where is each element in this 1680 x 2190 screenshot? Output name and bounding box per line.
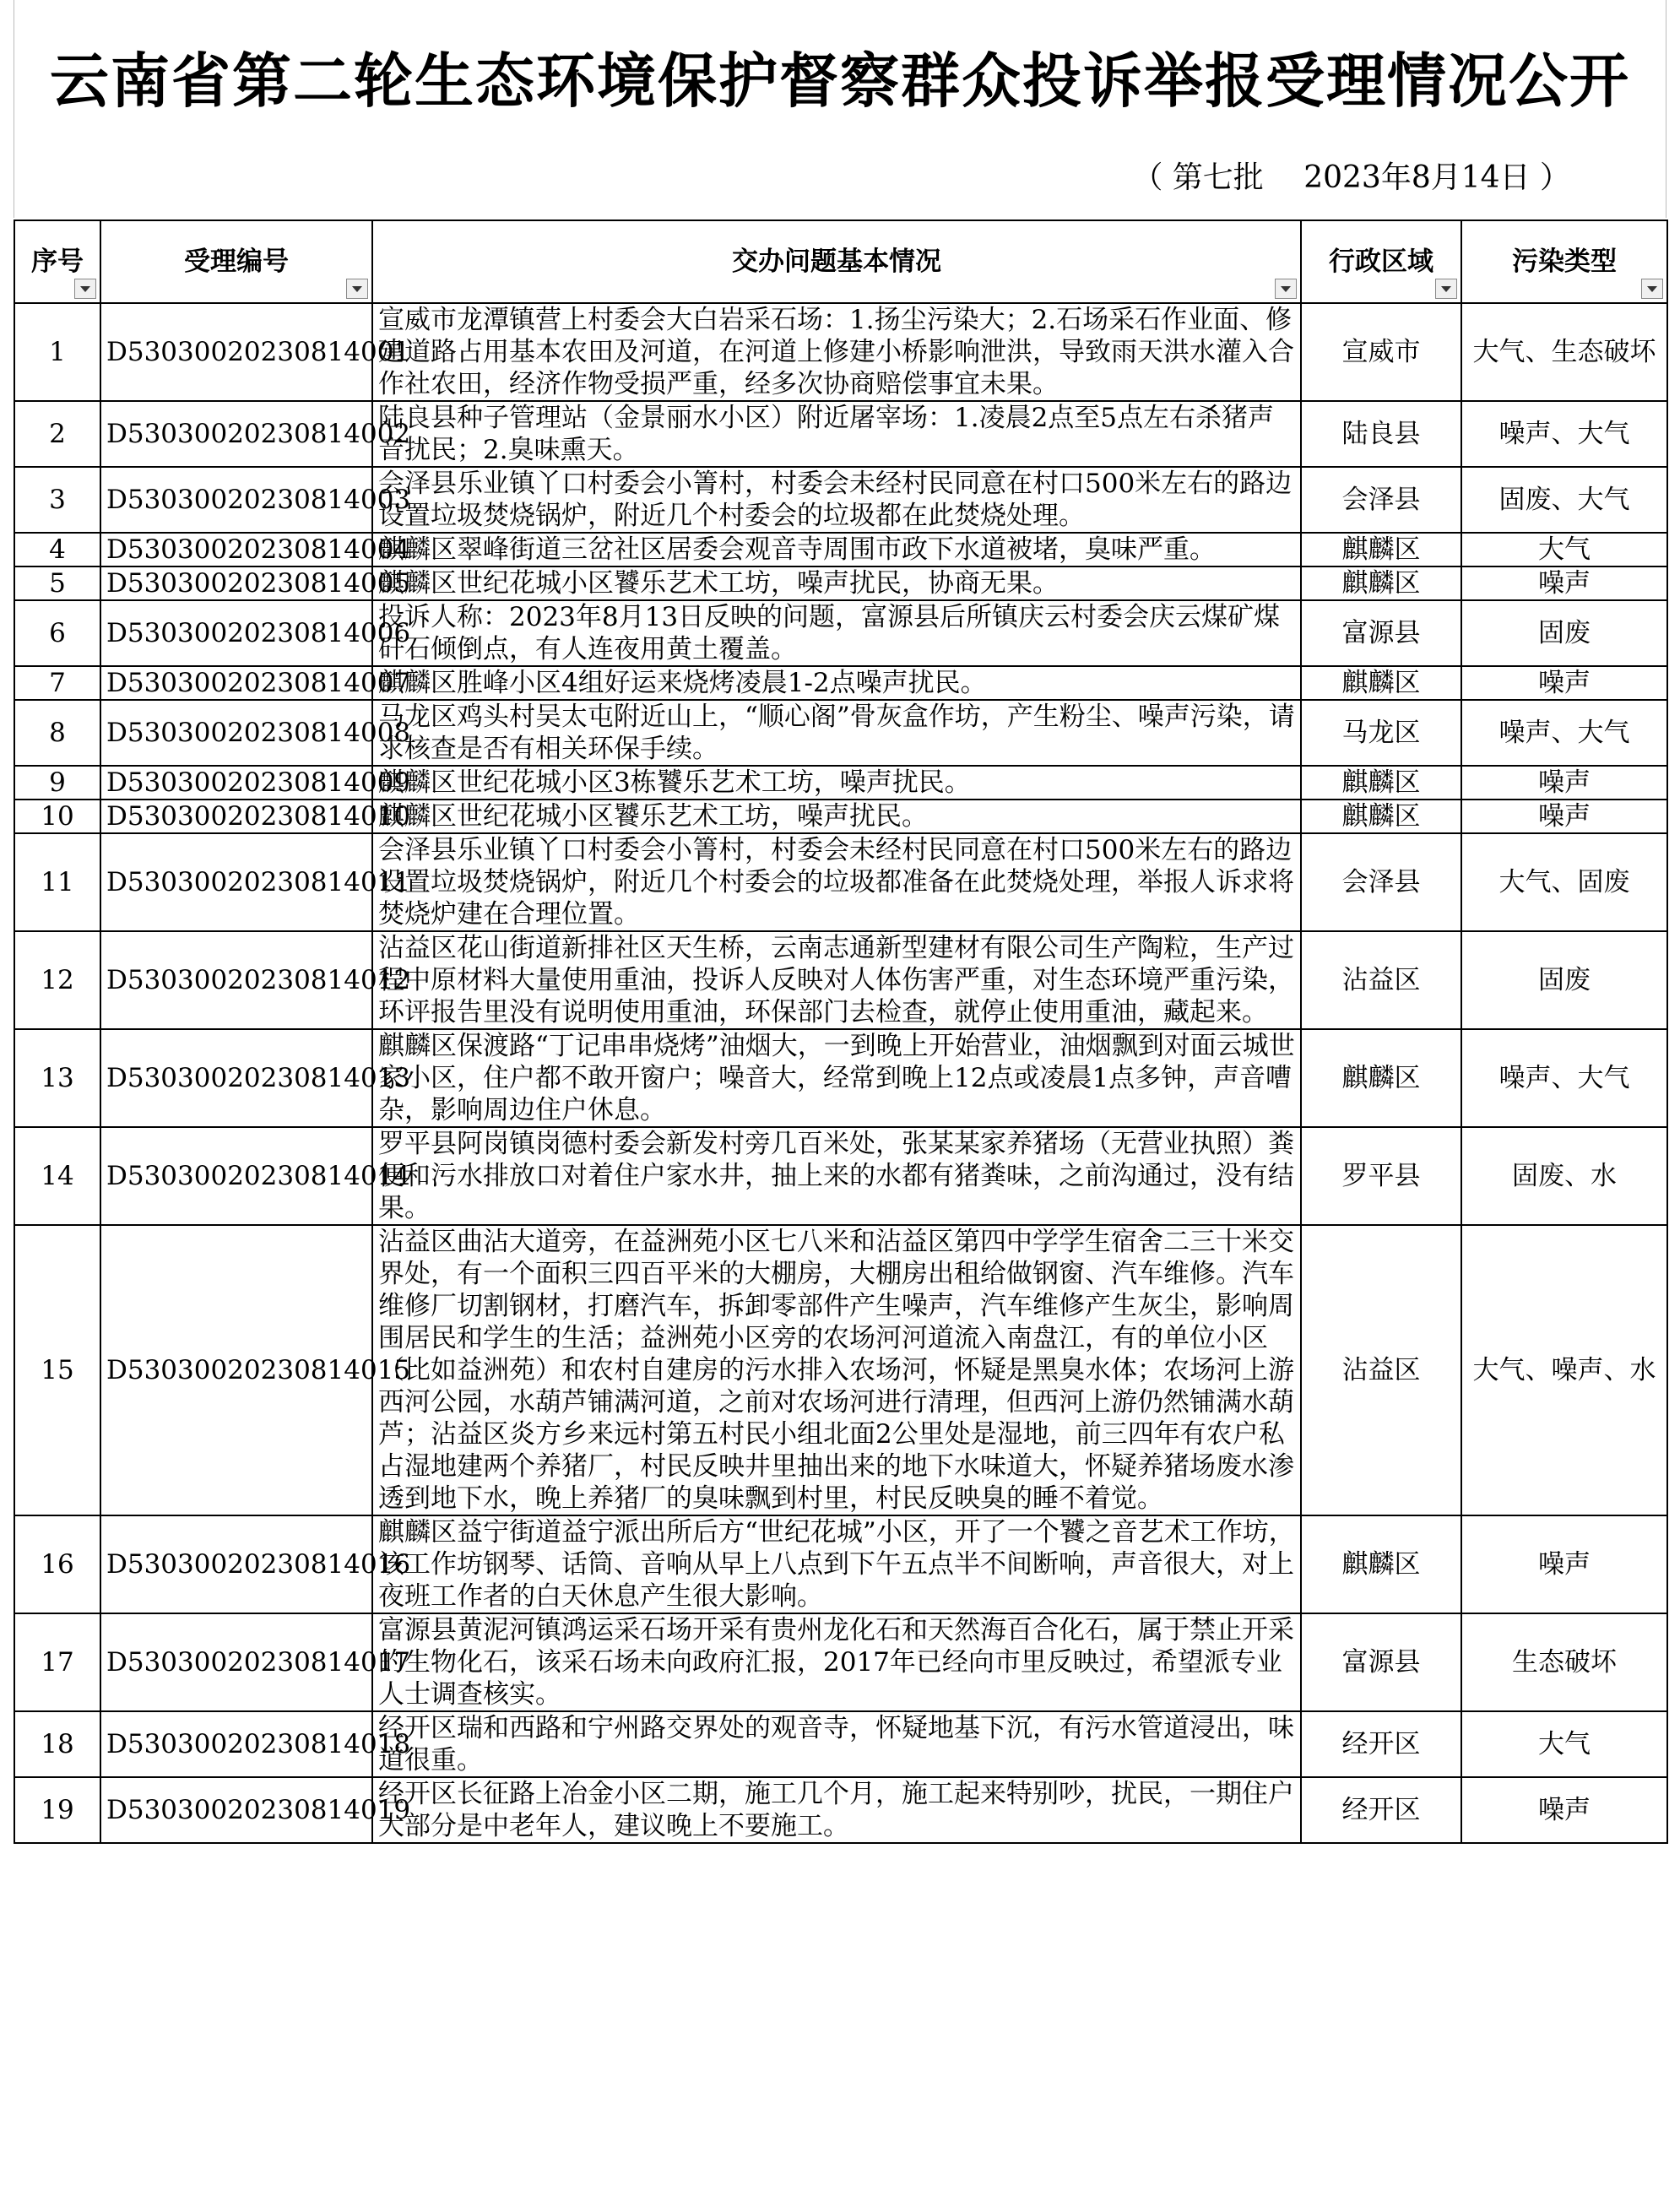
row-description: 沾益区花山街道新排社区天生桥，云南志通新型建材有限公司生产陶粒，生产过程中原材料大量使用重油，投诉人反映对人体伤害严重，对生态环境严重污染，环评报告里没有说明使用重油，环保部门去检查，就停止使用重油，藏起来。 (372, 931, 1301, 1029)
row-description: 罗平县阿岗镇岗德村委会新发村旁几百米处，张某某家养猪场（无营业执照）粪便和污水排放口对着住户家水井，抽上来的水都有猪粪味，之前沟通过，没有结果。 (372, 1127, 1301, 1225)
page-title: 云南省第二轮生态环境保护督察群众投诉举报受理情况公开 (50, 46, 1630, 116)
row-code: D53030020230814019 (100, 1777, 372, 1843)
table-row (14, 833, 1667, 931)
filter-dropdown-icon[interactable] (1435, 279, 1457, 299)
row-seq: 15 (14, 1225, 100, 1515)
row-code: D53030020230814005 (100, 566, 372, 600)
row-seq: 8 (14, 700, 100, 766)
table-row (14, 1225, 1667, 1515)
row-code: D53030020230814002 (100, 401, 372, 467)
row-description: 陆良县种子管理站（金景丽水小区）附近屠宰场：1.凌晨2点至5点左右杀猪声音扰民；2.臭味熏天。 (372, 401, 1301, 467)
row-description: 麒麟区世纪花城小区3栋饕乐艺术工坊，噪声扰民。 (372, 766, 1301, 800)
table-row (14, 1127, 1667, 1225)
table-row (14, 931, 1667, 1029)
table-row (14, 1711, 1667, 1777)
table-row (14, 1515, 1667, 1613)
header-code (100, 220, 372, 303)
row-description: 会泽县乐业镇丫口村委会小箐村，村委会未经村民同意在村口500米左右的路边设置垃圾焚烧锅炉，附近几个村委会的垃圾都准备在此焚烧处理，举报人诉求将焚烧炉建在合理位置。 (372, 833, 1301, 931)
table-row (14, 700, 1667, 766)
row-region: 麒麟区 (1301, 1515, 1461, 1613)
row-region: 麒麟区 (1301, 566, 1461, 600)
table-row (14, 566, 1667, 600)
row-description: 麒麟区保渡路“丁记串串烧烤”油烟大，一到晚上开始营业，油烟飘到对面云城世家小区，住户都不敢开窗户；噪音大，经常到晚上12点或凌晨1点多钟，声音嘈杂，影响周边住户休息。 (372, 1029, 1301, 1127)
row-description: 富源县黄泥河镇鸿运采石场开采有贵州龙化石和天然海百合化石，属于禁止开采的生物化石，该采石场未向政府汇报，2017年已经向市里反映过，希望派专业人士调查核实。 (372, 1613, 1301, 1711)
row-description: 经开区长征路上冶金小区二期，施工几个月，施工起来特别吵，扰民，一期住户大部分是中老年人，建议晚上不要施工。 (372, 1777, 1301, 1843)
row-code: D53030020230814001 (100, 303, 372, 401)
row-code: D53030020230814008 (100, 700, 372, 766)
row-code: D53030020230814013 (100, 1029, 372, 1127)
row-region: 沾益区 (1301, 931, 1461, 1029)
row-description: 马龙区鸡头村吴太屯附近山上，“顺心阁”骨灰盒作坊，产生粉尘、噪声污染，请求核查是否有相关环保手续。 (372, 700, 1301, 766)
table-row (14, 1029, 1667, 1127)
row-code: D53030020230814010 (100, 800, 372, 833)
row-description: 会泽县乐业镇丫口村委会小箐村，村委会未经村民同意在村口500米左右的路边设置垃圾焚烧锅炉，附近几个村委会的垃圾都在此焚烧处理。 (372, 467, 1301, 533)
row-seq: 4 (14, 533, 100, 566)
table-row (14, 467, 1667, 533)
table-row (14, 600, 1667, 666)
table-row (14, 766, 1667, 800)
row-seq: 16 (14, 1515, 100, 1613)
row-pollution-type: 噪声、大气 (1461, 401, 1667, 467)
row-pollution-type: 大气、固废 (1461, 833, 1667, 931)
table-header-row (14, 220, 1667, 303)
row-code: D53030020230814004 (100, 533, 372, 566)
row-pollution-type: 噪声 (1461, 566, 1667, 600)
row-region: 沾益区 (1301, 1225, 1461, 1515)
row-seq: 11 (14, 833, 100, 931)
row-region: 经开区 (1301, 1777, 1461, 1843)
header-seq (14, 220, 100, 303)
row-description: 麒麟区翠峰街道三岔社区居委会观音寺周围市政下水道被堵，臭味严重。 (372, 533, 1301, 566)
row-pollution-type: 大气 (1461, 1711, 1667, 1777)
header-region (1301, 220, 1461, 303)
row-region: 罗平县 (1301, 1127, 1461, 1225)
row-region: 会泽县 (1301, 467, 1461, 533)
row-region: 会泽县 (1301, 833, 1461, 931)
row-seq: 12 (14, 931, 100, 1029)
row-code: D53030020230814006 (100, 600, 372, 666)
filter-dropdown-icon[interactable] (74, 279, 96, 299)
filter-dropdown-icon[interactable] (1641, 279, 1663, 299)
batch-date-subtitle: （ 第七批 2023年8月14日 ） (1132, 160, 1570, 195)
row-region: 麒麟区 (1301, 766, 1461, 800)
row-pollution-type: 固废、大气 (1461, 467, 1667, 533)
row-pollution-type: 噪声 (1461, 666, 1667, 700)
table-row (14, 303, 1667, 401)
row-seq: 18 (14, 1711, 100, 1777)
row-region: 马龙区 (1301, 700, 1461, 766)
row-seq: 14 (14, 1127, 100, 1225)
table-row (14, 1777, 1667, 1843)
row-region: 麒麟区 (1301, 666, 1461, 700)
row-seq: 17 (14, 1613, 100, 1711)
row-seq: 2 (14, 401, 100, 467)
row-pollution-type: 大气、噪声、水 (1461, 1225, 1667, 1515)
row-seq: 9 (14, 766, 100, 800)
table-row (14, 401, 1667, 467)
row-description: 投诉人称：2023年8月13日反映的问题，富源县后所镇庆云村委会庆云煤矿煤矸石倾倒点，有人连夜用黄土覆盖。 (372, 600, 1301, 666)
row-code: D53030020230814015 (100, 1225, 372, 1515)
row-region: 麒麟区 (1301, 533, 1461, 566)
row-region: 麒麟区 (1301, 1029, 1461, 1127)
row-region: 富源县 (1301, 600, 1461, 666)
row-region: 陆良县 (1301, 401, 1461, 467)
row-pollution-type: 噪声 (1461, 800, 1667, 833)
header-desc-label: 交办问题基本情况 (732, 247, 941, 277)
row-description: 经开区瑞和西路和宁州路交界处的观音寺，怀疑地基下沉，有污水管道浸出，味道很重。 (372, 1711, 1301, 1777)
row-pollution-type: 固废、水 (1461, 1127, 1667, 1225)
header-code-label: 受理编号 (184, 247, 289, 277)
table-row (14, 1613, 1667, 1711)
filter-dropdown-icon[interactable] (346, 279, 368, 299)
row-seq: 7 (14, 666, 100, 700)
table-row (14, 533, 1667, 566)
row-description: 麒麟区世纪花城小区饕乐艺术工坊，噪声扰民。 (372, 800, 1301, 833)
row-description: 沾益区曲沾大道旁，在益洲苑小区七八米和沾益区第四中学学生宿舍二三十米交界处，有一个面积三四百平米的大棚房，大棚房出租给做钢窗、汽车维修。汽车维修厂切割钢材，打磨汽车，拆卸零部件产生噪声，汽车维修产生灰尘，影响周围居民和学生的生活；益洲苑小区旁的农场河河道流入南盘江，有的单位小区（比如益洲苑）和农村自建房的污水排入农场河，怀疑是黑臭水体；农场河上游西河公园，水葫芦铺满河道，之前对农场河进行清理，但西河上游仍然铺满水葫芦；沾益区炎方乡来远村第五村民小组北面2公里处是湿地，前三四年有农户私占湿地建两个养猪厂，村民反映井里抽出来的地下水味道大，怀疑养猪场废水渗透到地下水，晚上养猪厂的臭味飘到村里，村民反映臭的睡不着觉。 (372, 1225, 1301, 1515)
row-code: D53030020230814018 (100, 1711, 372, 1777)
header-region-label: 行政区域 (1329, 247, 1433, 277)
row-pollution-type: 噪声 (1461, 1515, 1667, 1613)
row-pollution-type: 大气 (1461, 533, 1667, 566)
row-seq: 3 (14, 467, 100, 533)
row-seq: 6 (14, 600, 100, 666)
row-region: 富源县 (1301, 1613, 1461, 1711)
table-row (14, 800, 1667, 833)
row-code: D53030020230814009 (100, 766, 372, 800)
row-pollution-type: 固废 (1461, 931, 1667, 1029)
row-code: D53030020230814007 (100, 666, 372, 700)
row-pollution-type: 噪声 (1461, 1777, 1667, 1843)
complaints-table (14, 220, 1668, 1844)
row-code: D53030020230814016 (100, 1515, 372, 1613)
table-body (14, 303, 1667, 1843)
row-description: 麒麟区胜峰小区4组好运来烧烤凌晨1-2点噪声扰民。 (372, 666, 1301, 700)
header-type (1461, 220, 1667, 303)
row-region: 经开区 (1301, 1711, 1461, 1777)
filter-dropdown-icon[interactable] (1275, 279, 1297, 299)
row-seq: 10 (14, 800, 100, 833)
row-region: 麒麟区 (1301, 800, 1461, 833)
row-seq: 5 (14, 566, 100, 600)
row-seq: 1 (14, 303, 100, 401)
row-code: D53030020230814012 (100, 931, 372, 1029)
table-row (14, 666, 1667, 700)
row-region: 宣威市 (1301, 303, 1461, 401)
row-seq: 13 (14, 1029, 100, 1127)
row-pollution-type: 生态破坏 (1461, 1613, 1667, 1711)
row-code: D53030020230814003 (100, 467, 372, 533)
row-seq: 19 (14, 1777, 100, 1843)
row-code: D53030020230814014 (100, 1127, 372, 1225)
row-pollution-type: 噪声 (1461, 766, 1667, 800)
row-code: D53030020230814017 (100, 1613, 372, 1711)
row-pollution-type: 噪声、大气 (1461, 700, 1667, 766)
header-type-label: 污染类型 (1512, 247, 1617, 277)
row-pollution-type: 大气、生态破坏 (1461, 303, 1667, 401)
row-pollution-type: 噪声、大气 (1461, 1029, 1667, 1127)
header-seq-label: 序号 (31, 247, 84, 277)
row-code: D53030020230814011 (100, 833, 372, 931)
row-description: 宣威市龙潭镇营上村委会大白岩采石场：1.扬尘污染大；2.石场采石作业面、修建道路占用基本农田及河道，在河道上修建小桥影响泄洪，导致雨天洪水灌入合作社农田，经济作物受损严重，经多次协商赔偿事宜未果。 (372, 303, 1301, 401)
row-description: 麒麟区益宁街道益宁派出所后方“世纪花城”小区，开了一个饕之音艺术工作坊，该工作坊钢琴、话筒、音响从早上八点到下午五点半不间断响，声音很大，对上夜班工作者的白天休息产生很大影响。 (372, 1515, 1301, 1613)
header-desc (372, 220, 1301, 303)
row-description: 麒麟区世纪花城小区饕乐艺术工坊，噪声扰民，协商无果。 (372, 566, 1301, 600)
row-pollution-type: 固废 (1461, 600, 1667, 666)
